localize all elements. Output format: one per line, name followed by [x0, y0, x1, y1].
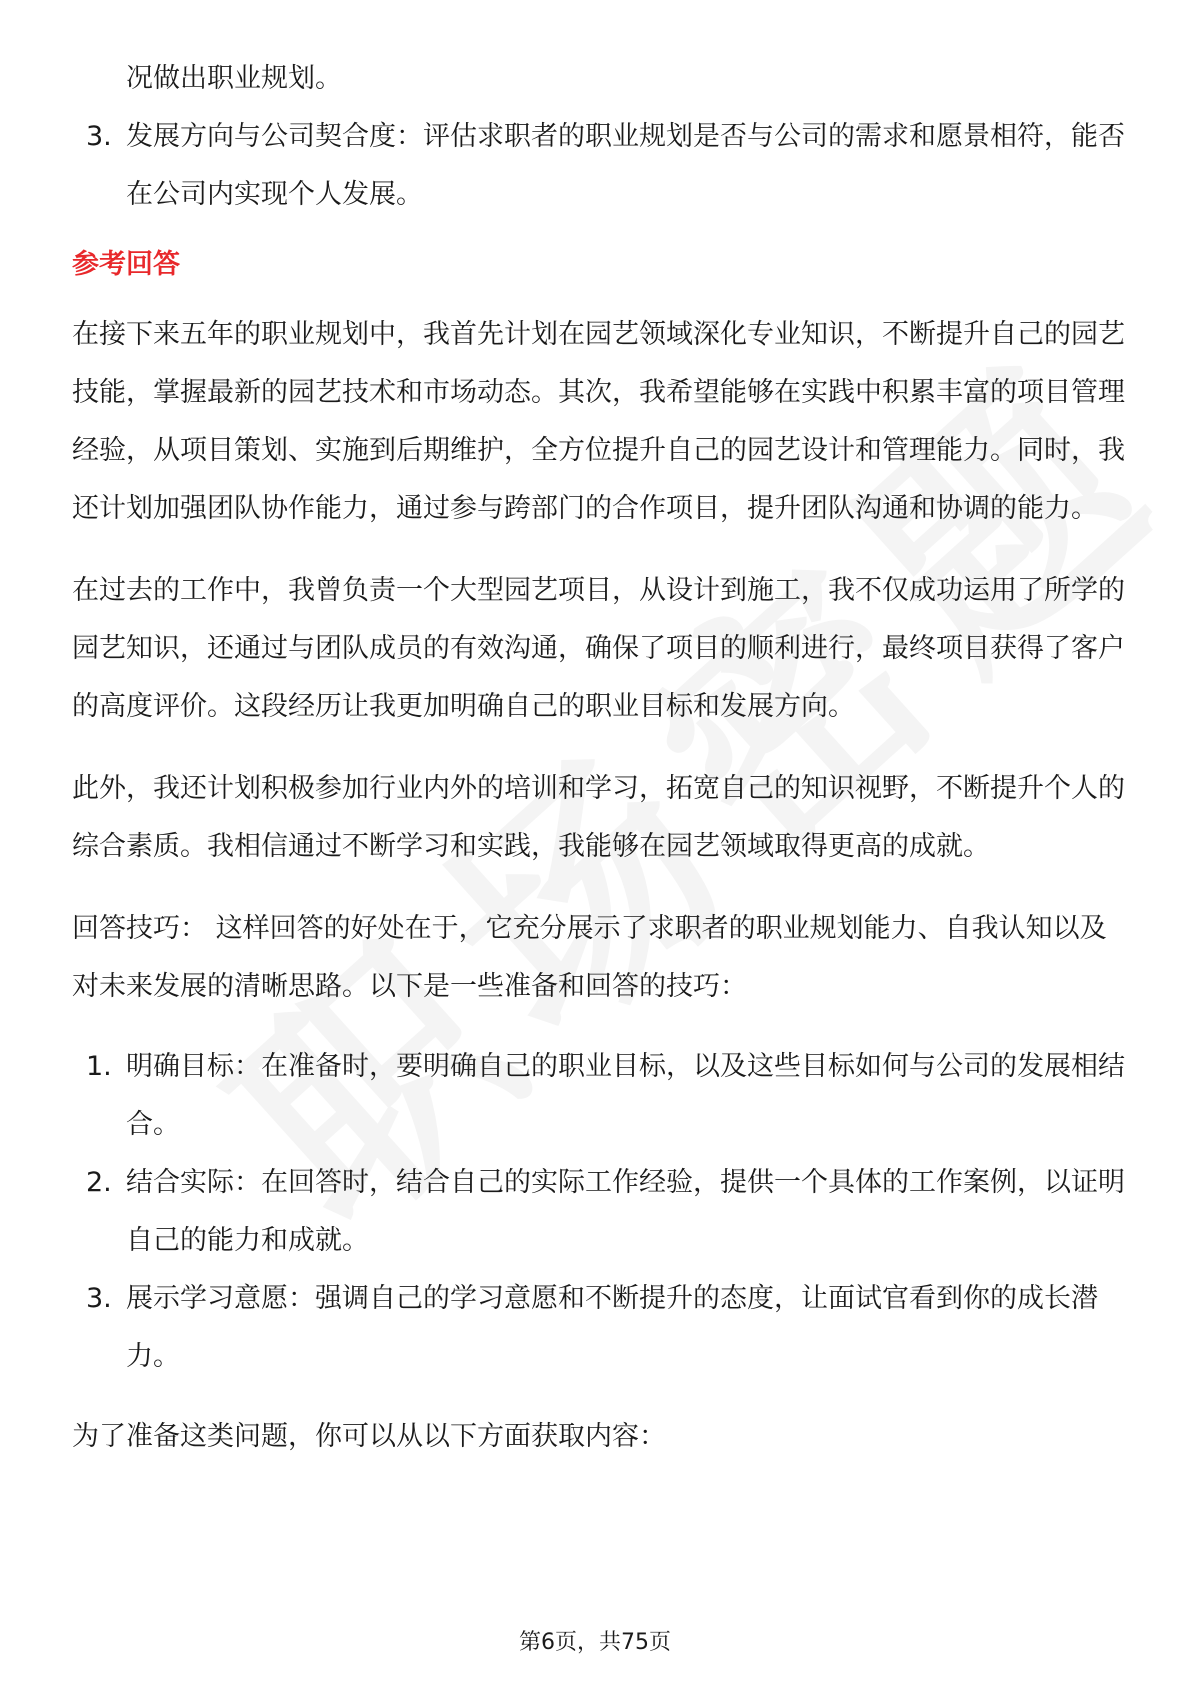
list-item-continued: [72, 50, 1130, 108]
answer-paragraph-1: 在接下来五年的职业规划中，我首先计划在园艺领域深化专业知识，不断提升自己的园艺技能，掌握最新的园艺技术和市场动态。其次，我希望能够在实践中积累丰富的项目管理经验，从项目策划、实施到后期维护，全方位提升自己的园艺设计和管理能力。同时，我还计划加强团队协作能力，通过参与跨部门的合作项目，提升团队沟通和协调的能力。: [72, 319, 1125, 524]
tip-item-3: [72, 1270, 1130, 1386]
answer-paragraph-3: 此外，我还计划积极参加行业内外的培训和学习，拓宽自己的知识视野，不断提升个人的综合素质。我相信通过不断学习和实践，我能够在园艺领域取得更高的成就。: [72, 773, 1125, 862]
list-item-text: 发展方向与公司契合度：评估求职者的职业规划是否与公司的需求和愿景相符，能否在公司内实现个人发展。: [126, 121, 1125, 210]
list-number: 1.: [86, 1051, 112, 1082]
answer-paragraph-2: 在过去的工作中，我曾负责一个大型园艺项目，从设计到施工，我不仅成功运用了所学的园艺知识，还通过与团队成员的有效沟通，确保了项目的顺利进行，最终项目获得了客户的高度评价。这段经历让我更加明确自己的职业目标和发展方向。: [72, 575, 1125, 722]
tips-list: [72, 1038, 1130, 1386]
tip-item-1: [72, 1038, 1130, 1154]
list-item-3: [72, 108, 1130, 224]
list-number: 2.: [86, 1167, 112, 1198]
list-number: 3.: [86, 1283, 112, 1314]
list-item-text: 况做出职业规划。: [126, 63, 342, 94]
page-footer: 第6页，共75页: [519, 1630, 671, 1655]
section-heading: 参考回答: [72, 249, 180, 280]
closing-line: 为了准备这类问题，你可以从以下方面获取内容：: [72, 1421, 666, 1452]
tip-item-2: [72, 1154, 1130, 1270]
list-item-text: 明确目标：在准备时，要明确自己的职业目标，以及这些目标如何与公司的发展相结合。: [126, 1051, 1125, 1140]
list-item-text: 展示学习意愿：强调自己的学习意愿和不断提升的态度，让面试官看到你的成长潜力。: [126, 1283, 1098, 1372]
list-item-text: 结合实际：在回答时，结合自己的实际工作经验，提供一个具体的工作案例，以证明自己的能力和成就。: [126, 1167, 1125, 1256]
document-body: [72, 50, 1130, 1466]
list-number: 3.: [86, 121, 112, 152]
tips-intro: 回答技巧： 这样回答的好处在于，它充分展示了求职者的职业规划能力、自我认知以及对未来发展的清晰思路。以下是一些准备和回答的技巧：: [72, 913, 1107, 1002]
